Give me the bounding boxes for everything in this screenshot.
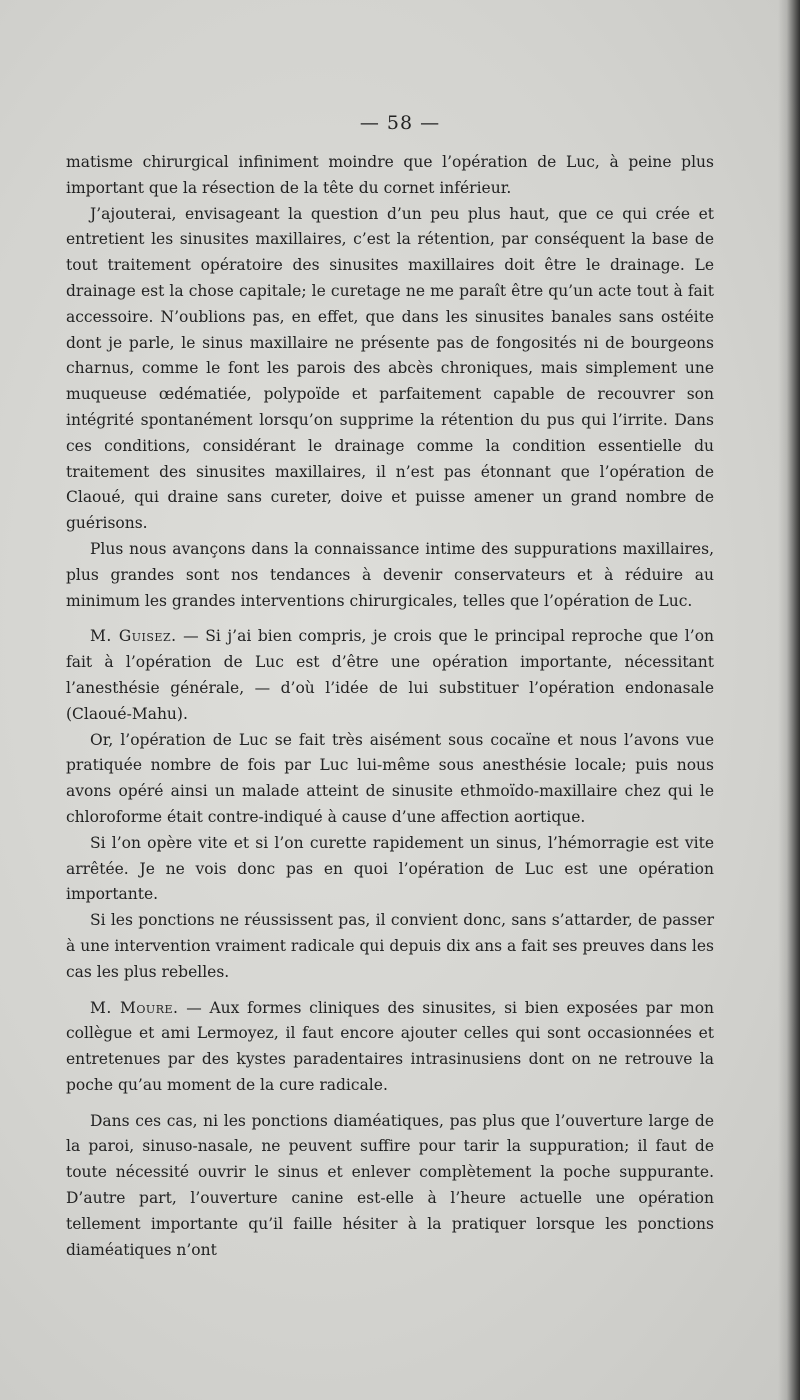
paragraph-continuation: matisme chirurgical infiniment moindre que l’opération de Luc, à peine plus important que la résection de la tête du cornet inférieur. (66, 153, 714, 197)
paragraph-moure (66, 996, 714, 1099)
paragraph: Si les ponctions ne réussissent pas, il convient donc, sans s’attarder, de passer à une intervention vraiment radicale qui depuis dix ans a fait ses preuves dans les cas les plus rebelles. (66, 911, 714, 981)
paragraph: Or, l’opération de Luc se fait très aisément sous cocaïne et nous l’avons vue pratiquée nombre de fois par Luc lui-même sous anesthésie locale; puis nous avons opéré ainsi un malade atteint de sinusite ethmoïdo-maxillaire chez qui le chloroforme était contre-indiqué à cause d’une affection aortique. (66, 730, 714, 826)
paragraph: J’ajouterai, envisageant la question d’un peu plus haut, que ce qui crée et entretient les sinusites maxillaires, c’est la rétention, par conséquent la base de tout traitement opératoire des sinusites maxillaires doit être le drainage. Le drainage est la chose capitale; le curetage ne me paraît être qu’un acte tout à fait accessoire. N’oublions pas, en effet, que dans les sinusites banales sans ostéite dont je parle, le sinus maxillaire ne présente pas de fongosités ni de bourgeons charnus, comme le font les parois des abcès chroniques, mais simplement une muqueuse œdématiée, polypoïde et parfaitement capable de recouvrer son intégrité spontanément lorsqu’on supprime la rétention du pus qui l’irrite. Dans ces conditions, considérant le drainage comme la condition essentielle du traitement des sinusites maxillaires, il n’est pas étonnant que l’opération de Claoué, qui draine sans cureter, doive et puisse amener un grand nombre de guérisons. (66, 204, 714, 533)
page-number: — 58 — (359, 112, 441, 134)
body-text (66, 150, 714, 1263)
speech-text: — Si j’ai bien compris, je crois que le principal reproche que l’on fait à l’opération de Luc est d’être une opération importante, nécessitant l’anesthésie générale, — d’où l’idée de lui substituer l’opération endonasale (Claoué-Mahu). (66, 627, 715, 723)
speech-text: — Aux formes cliniques des sinusites, si bien exposées par mon collègue et ami Lermoyez, il faut encore ajouter celles qui sont occasionnées et entretenues par des kystes paradentaires intrasinusiens dont on ne retrouve la poche qu’au moment de la cure radicale. (66, 998, 715, 1094)
paragraph: Plus nous avançons dans la connaissance intime des suppurations maxillaires, plus grandes sont nos tendances à devenir conservateurs et à réduire au minimum les grandes interventions chirurgicales, telles que l’opération de Luc. (66, 539, 714, 610)
paragraph: Dans ces cas, ni les ponctions diaméatiques, pas plus que l’ouverture large de la paroi, sinuso-nasale, ne peuvent suffire pour tarir la suppuration; il faut de toute nécessité ouvrir le sinus et enlever complètement la poche suppurante. D’autre part, l’ouverture canine est-elle à l’heure actuelle une opération tellement importante qu’il faille hésiter à la pratiquer lorsque les ponctions diaméatiques n’ont (66, 1111, 714, 1259)
page-binding-shadow (778, 0, 800, 1400)
speaker-name: M. Guisez. (90, 627, 177, 646)
paragraph: Si l’on opère vite et si l’on curette rapidement un sinus, l’hémorragie est vite arrêtée. Je ne vois donc pas en quoi l’opération de Luc est une opération importante. (66, 833, 714, 904)
speaker-name: M. Moure. (90, 998, 179, 1017)
paragraph-guisez (66, 624, 714, 727)
